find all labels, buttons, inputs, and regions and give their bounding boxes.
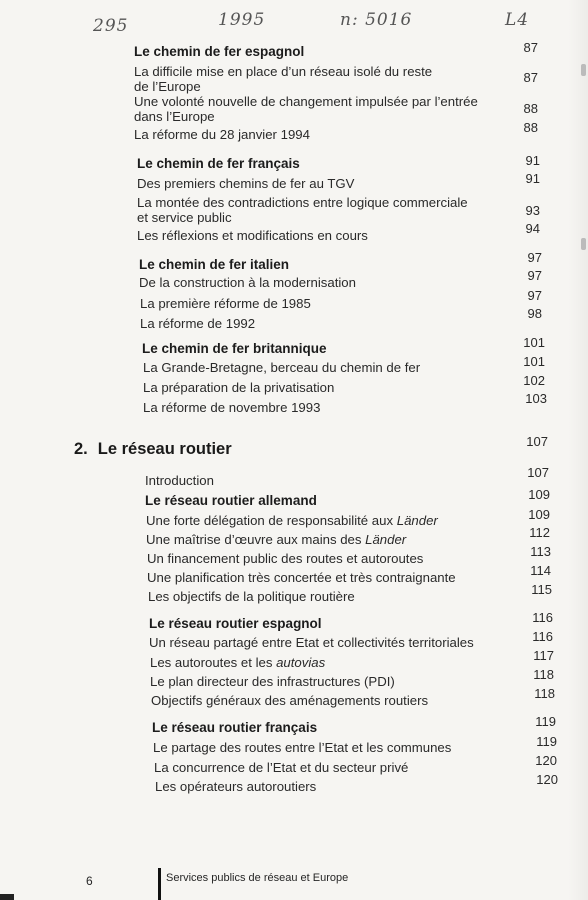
toc-entry[interactable] — [134, 94, 478, 124]
toc-entry[interactable] — [137, 228, 368, 243]
part-title: Le réseau routier — [97, 440, 232, 458]
entry-line: De la construction à la modernisation — [139, 275, 356, 290]
page-number: 94 — [525, 221, 540, 236]
entry-line: La réforme de novembre 1993 — [143, 400, 321, 415]
entry-line — [146, 513, 438, 528]
page-number: 118 — [533, 667, 554, 682]
toc-entry[interactable] — [137, 195, 468, 225]
handwritten-note-2: 1995 — [218, 10, 266, 30]
entry-line: La réforme de 1992 — [140, 316, 256, 331]
entry-text: Une forte délégation de responsabilité aux Länder — [146, 513, 438, 528]
part-number: 2. — [74, 440, 88, 458]
entry-line: La première réforme de 1985 — [140, 296, 311, 311]
toc-entry[interactable] — [146, 513, 438, 528]
page-number: 98 — [527, 306, 542, 321]
entry-line: La réforme du 28 janvier 1994 — [134, 127, 310, 142]
scan-edge-speck — [581, 238, 586, 250]
toc-entry[interactable] — [150, 674, 395, 689]
entry-line: de l’Europe — [134, 79, 201, 94]
page-number: 102 — [523, 373, 545, 388]
toc-entry[interactable] — [143, 360, 420, 375]
page-number: 93 — [525, 203, 540, 218]
entry-line: Un financement public des routes et autoroutes — [147, 551, 424, 566]
page-number: 87 — [523, 40, 538, 55]
entry-line: Introduction — [145, 473, 214, 488]
toc-entry[interactable] — [143, 380, 334, 395]
toc-entry[interactable] — [153, 740, 451, 755]
page-number: 116 — [532, 610, 553, 625]
page-number: 120 — [536, 772, 558, 787]
toc-entry[interactable] — [151, 693, 428, 708]
toc-entry[interactable] — [154, 760, 408, 775]
toc-entry[interactable] — [139, 275, 356, 290]
page-number: 97 — [527, 250, 542, 265]
toc-entry[interactable] — [140, 316, 255, 331]
toc-entry[interactable] — [140, 296, 311, 311]
entry-line: Objectifs généraux des aménagements routiers — [151, 693, 429, 708]
page-number: 107 — [526, 434, 548, 449]
section-title: Le réseau routier allemand — [145, 493, 317, 508]
toc-entry[interactable] — [150, 655, 325, 670]
page-number: 114 — [530, 563, 551, 578]
entry-line: La préparation de la privatisation — [143, 380, 335, 395]
entry-line: Les objectifs de la politique routière — [148, 589, 355, 604]
entry-line: Les réflexions et modifications en cours — [137, 228, 368, 243]
toc-entry[interactable] — [149, 635, 474, 650]
section-title: Le chemin de fer italien — [139, 257, 290, 272]
page-number: 116 — [532, 629, 553, 644]
page-number: 88 — [523, 101, 538, 116]
page-number: 109 — [528, 507, 550, 522]
entry-line: Des premiers chemins de fer au TGV — [137, 176, 355, 191]
italic-term: Länder — [396, 513, 438, 528]
entry-line: Le plan directeur des infrastructures (PDI) — [150, 674, 395, 689]
handwritten-note-1: 295 — [93, 16, 129, 36]
italic-term: Länder — [365, 532, 407, 547]
entry-line: Une planification très concertée et très contraignante — [147, 570, 456, 585]
page-number: 113 — [530, 544, 551, 559]
toc-entry[interactable] — [147, 551, 423, 566]
entry-line: dans l’Europe — [134, 109, 215, 124]
entry-line: La concurrence de l’Etat et du secteur privé — [154, 760, 409, 775]
page-number: 107 — [527, 465, 549, 480]
entry-line: La Grande-Bretagne, berceau du chemin de fer — [143, 360, 421, 375]
page-number: 97 — [527, 288, 542, 303]
entry-line: Les opérateurs autoroutiers — [155, 779, 317, 794]
section-title: Le chemin de fer espagnol — [134, 44, 305, 59]
page-number: 88 — [523, 120, 538, 135]
toc-entry[interactable] — [134, 127, 310, 142]
scan-edge-speck — [581, 64, 586, 76]
section-title: Le chemin de fer britannique — [142, 341, 327, 356]
entry-line: Une maîtrise d’œuvre aux mains des Länder — [146, 532, 407, 547]
page-number: 101 — [523, 335, 545, 350]
handwritten-note-3: n: 5016 — [340, 10, 413, 30]
toc-entry[interactable] — [137, 176, 354, 191]
section-title: Le réseau routier français — [152, 720, 318, 735]
page-number: 91 — [525, 153, 540, 168]
toc-entry[interactable] — [155, 779, 316, 794]
page-number: 120 — [535, 753, 557, 768]
page-number: 91 — [525, 171, 540, 186]
entry-line: Le partage des routes entre l’Etat et les communes — [153, 740, 452, 755]
handwritten-note-4: L4 — [505, 10, 530, 30]
entry-line: Un réseau partagé entre Etat et collectivités territoriales — [149, 635, 474, 650]
footer-title: Services publics de réseau et Europe — [166, 872, 349, 884]
page-number: 112 — [529, 525, 550, 540]
scan-corner-mark — [0, 894, 14, 900]
entry-line: Les autoroutes et les autovias — [150, 655, 326, 670]
toc-entry[interactable] — [148, 589, 355, 604]
page-number: 97 — [527, 268, 542, 283]
section-title: Le chemin de fer français — [137, 156, 300, 171]
page-number: 118 — [534, 686, 555, 701]
entry-line: et service public — [137, 210, 232, 225]
page-number: 101 — [523, 354, 545, 369]
italic-term: autovias — [276, 655, 326, 670]
page-number: 87 — [523, 70, 538, 85]
page-edge-shadow — [568, 0, 588, 900]
toc-entry[interactable] — [143, 400, 320, 415]
toc-entry-introduction[interactable] — [145, 473, 214, 488]
entry-line: La difficile mise en place d’un réseau isolé du reste — [134, 64, 433, 79]
footer-rule — [158, 868, 161, 900]
page-number: 119 — [536, 734, 557, 749]
page-number: 109 — [528, 487, 550, 502]
toc-entry[interactable] — [146, 532, 406, 547]
page-number: 103 — [525, 391, 547, 406]
part-heading — [74, 440, 232, 459]
page-number: 117 — [533, 648, 554, 663]
footer-page-number: 6 — [86, 874, 93, 888]
entry-line: La montée des contradictions entre logique commerciale — [137, 195, 468, 210]
toc-entry[interactable] — [134, 64, 432, 94]
entry-line: Une volonté nouvelle de changement impulsée par l’entrée — [134, 94, 478, 109]
page-number: 119 — [535, 714, 556, 729]
toc-entry[interactable] — [147, 570, 456, 585]
page-number: 115 — [531, 582, 552, 597]
section-title: Le réseau routier espagnol — [149, 616, 322, 631]
